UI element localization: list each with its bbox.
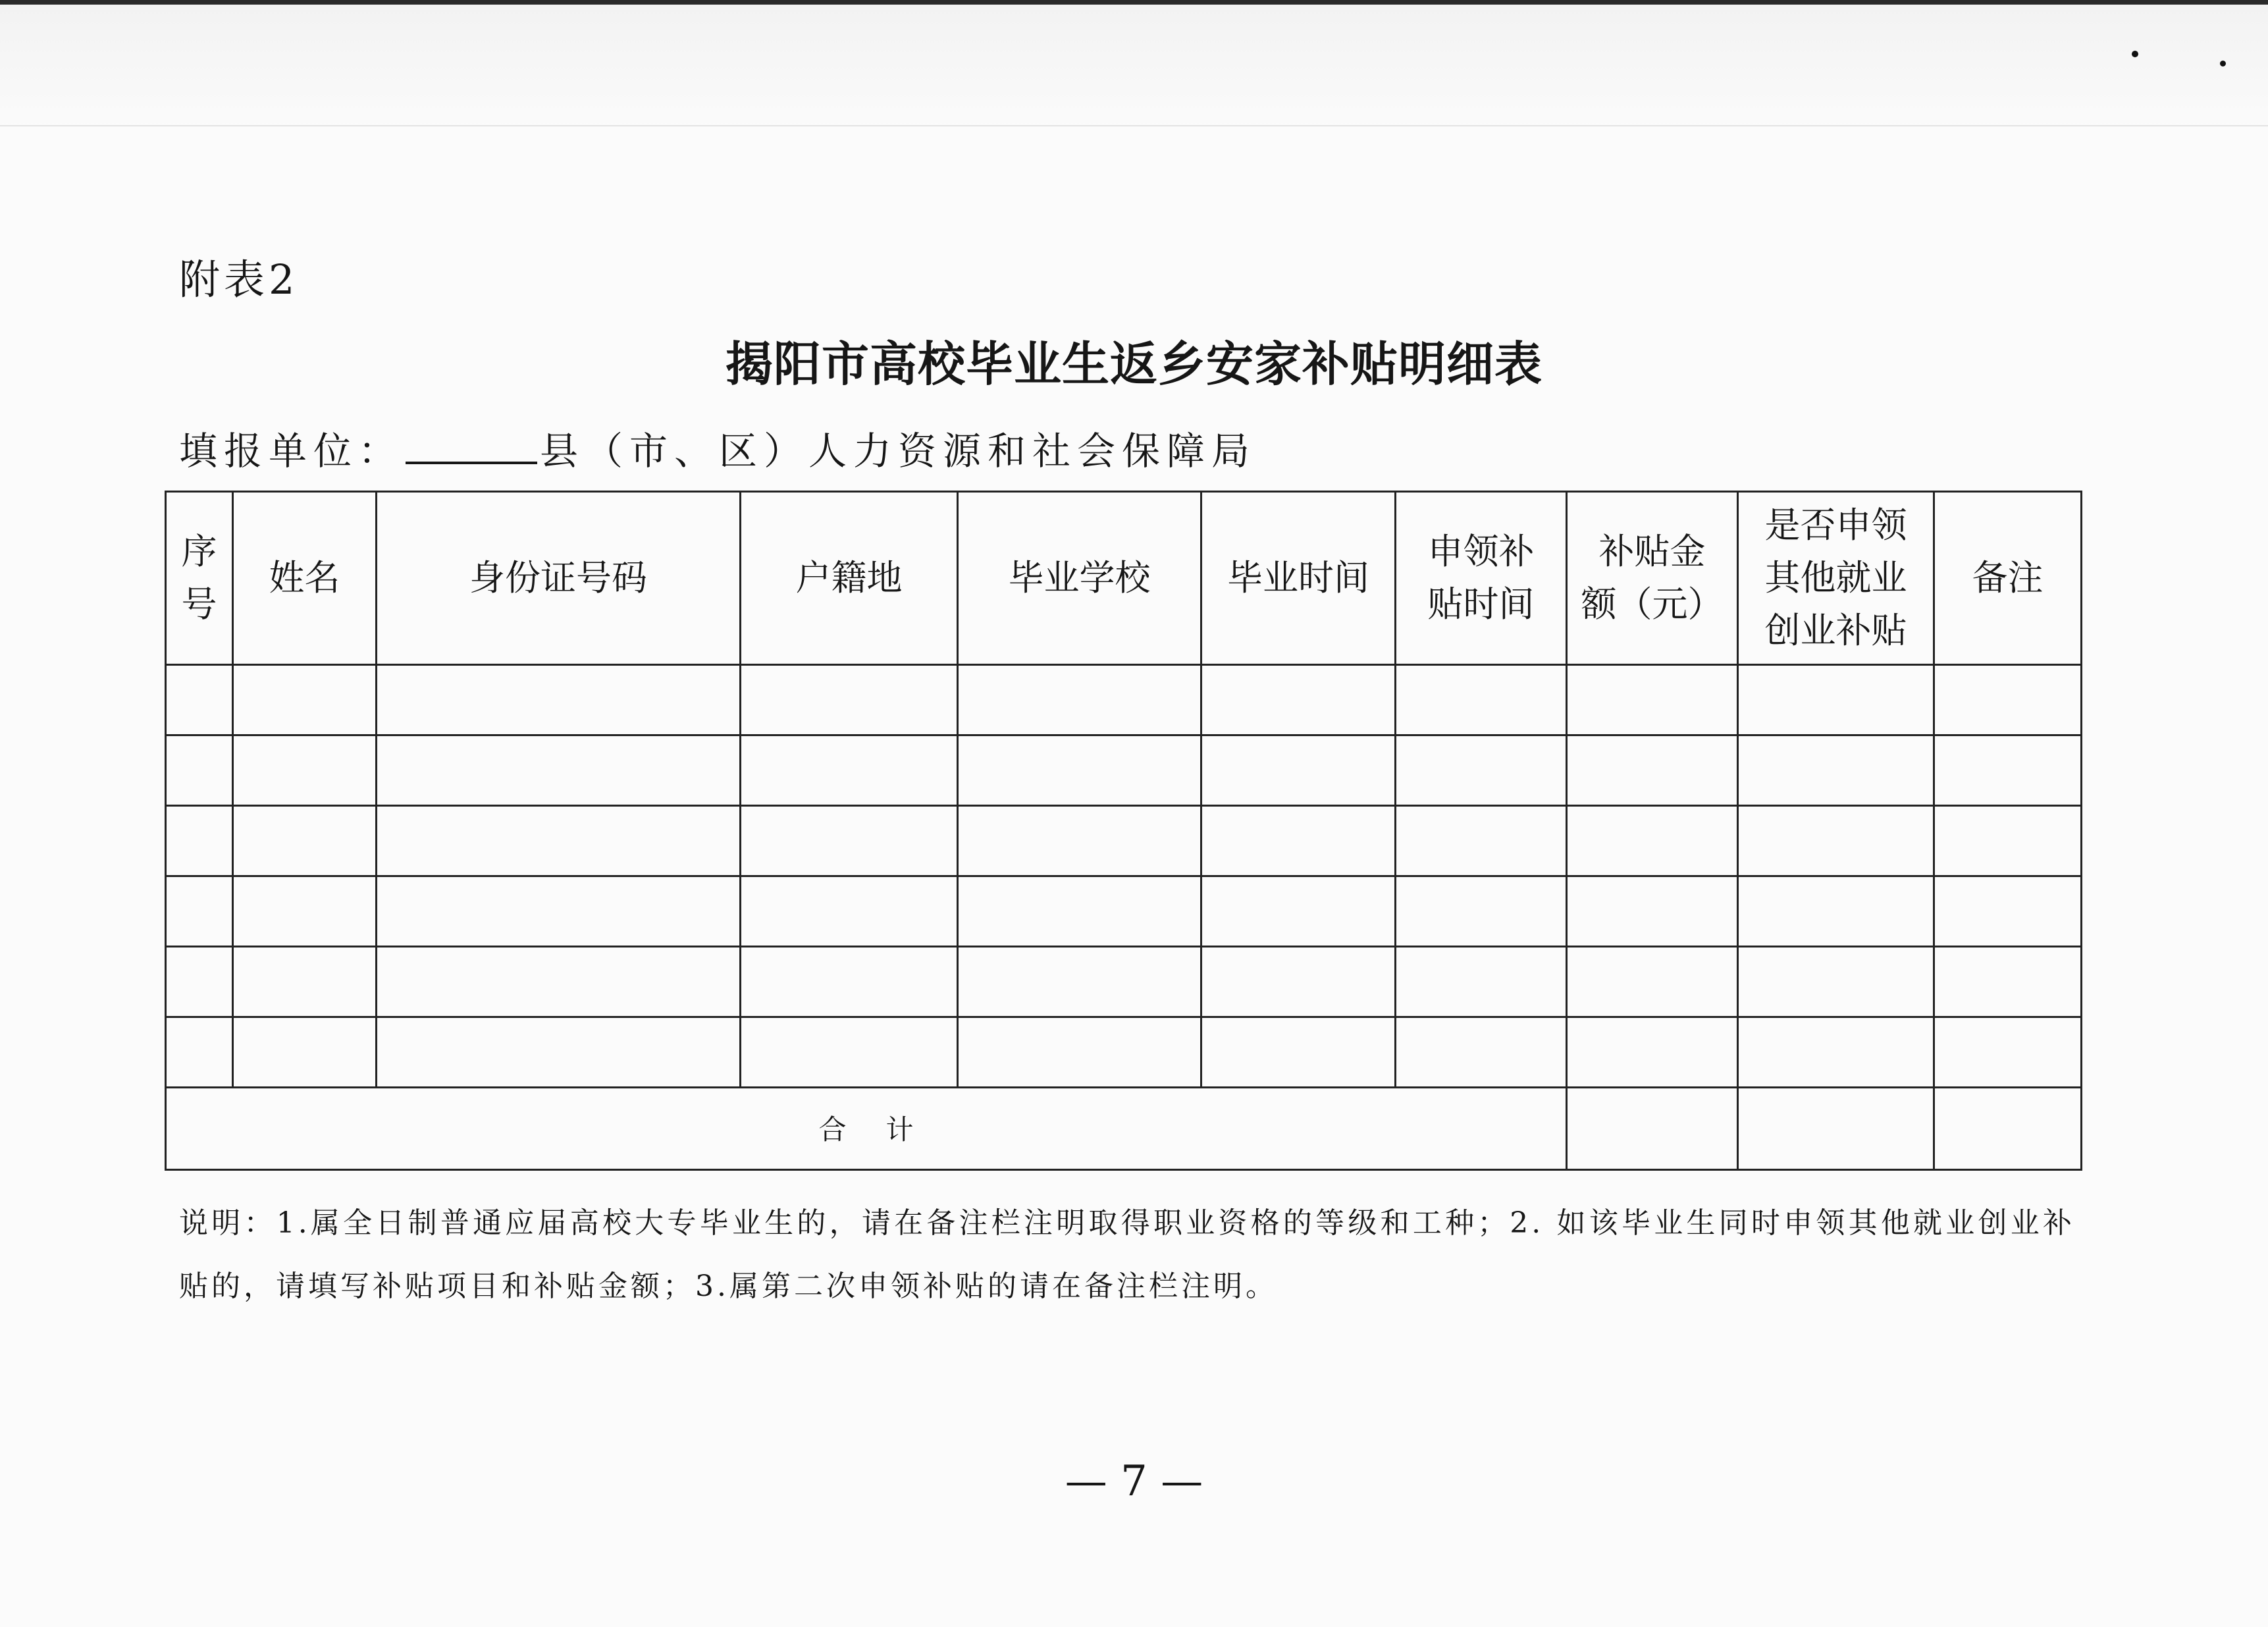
- table-cell[interactable]: [377, 735, 741, 806]
- header-serial-number: 序 号: [166, 492, 233, 665]
- header-other-subsidy: 是否申领 其他就业 创业补贴: [1738, 492, 1934, 665]
- total-row: [166, 1088, 2082, 1170]
- table-cell[interactable]: [1567, 665, 1738, 735]
- table-cell[interactable]: [1396, 947, 1567, 1017]
- table-row: [166, 876, 2082, 947]
- table-cell[interactable]: [377, 1017, 741, 1088]
- header-graduation-time: 毕业时间: [1201, 492, 1396, 665]
- table-cell[interactable]: [377, 947, 741, 1017]
- table-row: [166, 947, 2082, 1017]
- table-cell[interactable]: [741, 947, 958, 1017]
- scan-speck: [2220, 61, 2226, 67]
- total-amount-cell[interactable]: [1567, 1088, 1738, 1170]
- table-cell[interactable]: [1396, 876, 1567, 947]
- table-cell[interactable]: [1201, 947, 1396, 1017]
- table-cell[interactable]: [1934, 947, 2082, 1017]
- table-cell[interactable]: [166, 876, 233, 947]
- table-cell[interactable]: [958, 665, 1201, 735]
- reporting-unit-blank: [406, 425, 537, 464]
- total-label: 合计: [818, 1113, 953, 1146]
- table-cell[interactable]: [233, 947, 377, 1017]
- table-cell[interactable]: [1738, 806, 1934, 876]
- scan-top-edge: [0, 0, 2268, 5]
- header-graduation-school: 毕业学校: [958, 492, 1201, 665]
- table-cell[interactable]: [1567, 947, 1738, 1017]
- table-cell[interactable]: [1934, 806, 2082, 876]
- table-cell[interactable]: [166, 735, 233, 806]
- table-cell[interactable]: [1567, 876, 1738, 947]
- table-cell[interactable]: [1934, 665, 2082, 735]
- table-cell[interactable]: [958, 876, 1201, 947]
- page-number: — 7 —: [1065, 1457, 1203, 1506]
- table-cell[interactable]: [1396, 735, 1567, 806]
- subsidy-detail-table: [165, 491, 2082, 1171]
- reporting-unit-suffix: 县（市、区）人力资源和社会保障局: [540, 429, 1257, 473]
- table-cell[interactable]: [1934, 876, 2082, 947]
- table-cell[interactable]: [166, 665, 233, 735]
- table-cell[interactable]: [377, 806, 741, 876]
- table-cell[interactable]: [741, 876, 958, 947]
- table-row: [166, 1017, 2082, 1088]
- table-cell[interactable]: [1567, 806, 1738, 876]
- table-cell[interactable]: [958, 735, 1201, 806]
- table-cell[interactable]: [166, 947, 233, 1017]
- header-row: [166, 492, 2082, 665]
- table-cell[interactable]: [741, 1017, 958, 1088]
- table-cell[interactable]: [958, 947, 1201, 1017]
- table-cell[interactable]: [1201, 806, 1396, 876]
- scan-top-band: [0, 5, 2268, 130]
- table-cell[interactable]: [1738, 665, 1934, 735]
- table-cell[interactable]: [1738, 1017, 1934, 1088]
- table-cell[interactable]: [233, 806, 377, 876]
- table-cell[interactable]: [741, 735, 958, 806]
- header-remarks: 备注: [1934, 492, 2082, 665]
- header-subsidy-amount: 补贴金 额（元）: [1567, 492, 1738, 665]
- table-cell[interactable]: [1738, 735, 1934, 806]
- table-cell[interactable]: [233, 735, 377, 806]
- scan-band-line: [0, 125, 2268, 126]
- table-cell[interactable]: [1396, 665, 1567, 735]
- reporting-unit-line: [179, 423, 1256, 479]
- total-remarks-cell[interactable]: [1934, 1088, 2082, 1170]
- scan-speck: [2132, 51, 2138, 57]
- table-cell[interactable]: [741, 665, 958, 735]
- table-row: [166, 665, 2082, 735]
- table-cell[interactable]: [1396, 1017, 1567, 1088]
- table-cell[interactable]: [233, 876, 377, 947]
- table-cell[interactable]: [1201, 876, 1396, 947]
- table-cell[interactable]: [741, 806, 958, 876]
- table-cell[interactable]: [1201, 665, 1396, 735]
- table-cell[interactable]: [1738, 876, 1934, 947]
- table-cell[interactable]: [1201, 735, 1396, 806]
- table-cell[interactable]: [166, 806, 233, 876]
- table-cell[interactable]: [166, 1017, 233, 1088]
- explanatory-note: 说明：1.属全日制普通应届高校大专毕业生的，请在备注栏注明取得职业资格的等级和工种；2. 如该毕业生同时申领其他就业创业补贴的，请填写补贴项目和补贴金额；3.属第二次申领补贴的请在备注栏注明。: [179, 1206, 2075, 1303]
- table-cell[interactable]: [233, 665, 377, 735]
- table-cell[interactable]: [377, 665, 741, 735]
- table-cell[interactable]: [1738, 947, 1934, 1017]
- table-cell[interactable]: [1396, 806, 1567, 876]
- table-cell[interactable]: [1934, 1017, 2082, 1088]
- total-label-cell: [166, 1088, 1567, 1170]
- annex-label: 附表2: [179, 255, 299, 304]
- reporting-unit-prefix: 填报单位：: [179, 429, 404, 473]
- document-title: 揭阳市高校毕业生返乡安家补贴明细表: [725, 336, 1543, 392]
- header-id-number: 身份证号码: [377, 492, 741, 665]
- table-cell[interactable]: [1201, 1017, 1396, 1088]
- table-cell[interactable]: [958, 806, 1201, 876]
- table-cell[interactable]: [233, 1017, 377, 1088]
- table-cell[interactable]: [958, 1017, 1201, 1088]
- table-row: [166, 735, 2082, 806]
- total-other-subsidy-cell[interactable]: [1738, 1088, 1934, 1170]
- header-application-time: 申领补 贴时间: [1396, 492, 1567, 665]
- table-cell[interactable]: [1567, 1017, 1738, 1088]
- table-cell[interactable]: [377, 876, 741, 947]
- header-name: 姓名: [233, 492, 377, 665]
- table-cell[interactable]: [1567, 735, 1738, 806]
- table-cell[interactable]: [1934, 735, 2082, 806]
- header-household-registration: 户籍地: [741, 492, 958, 665]
- table-row: [166, 806, 2082, 876]
